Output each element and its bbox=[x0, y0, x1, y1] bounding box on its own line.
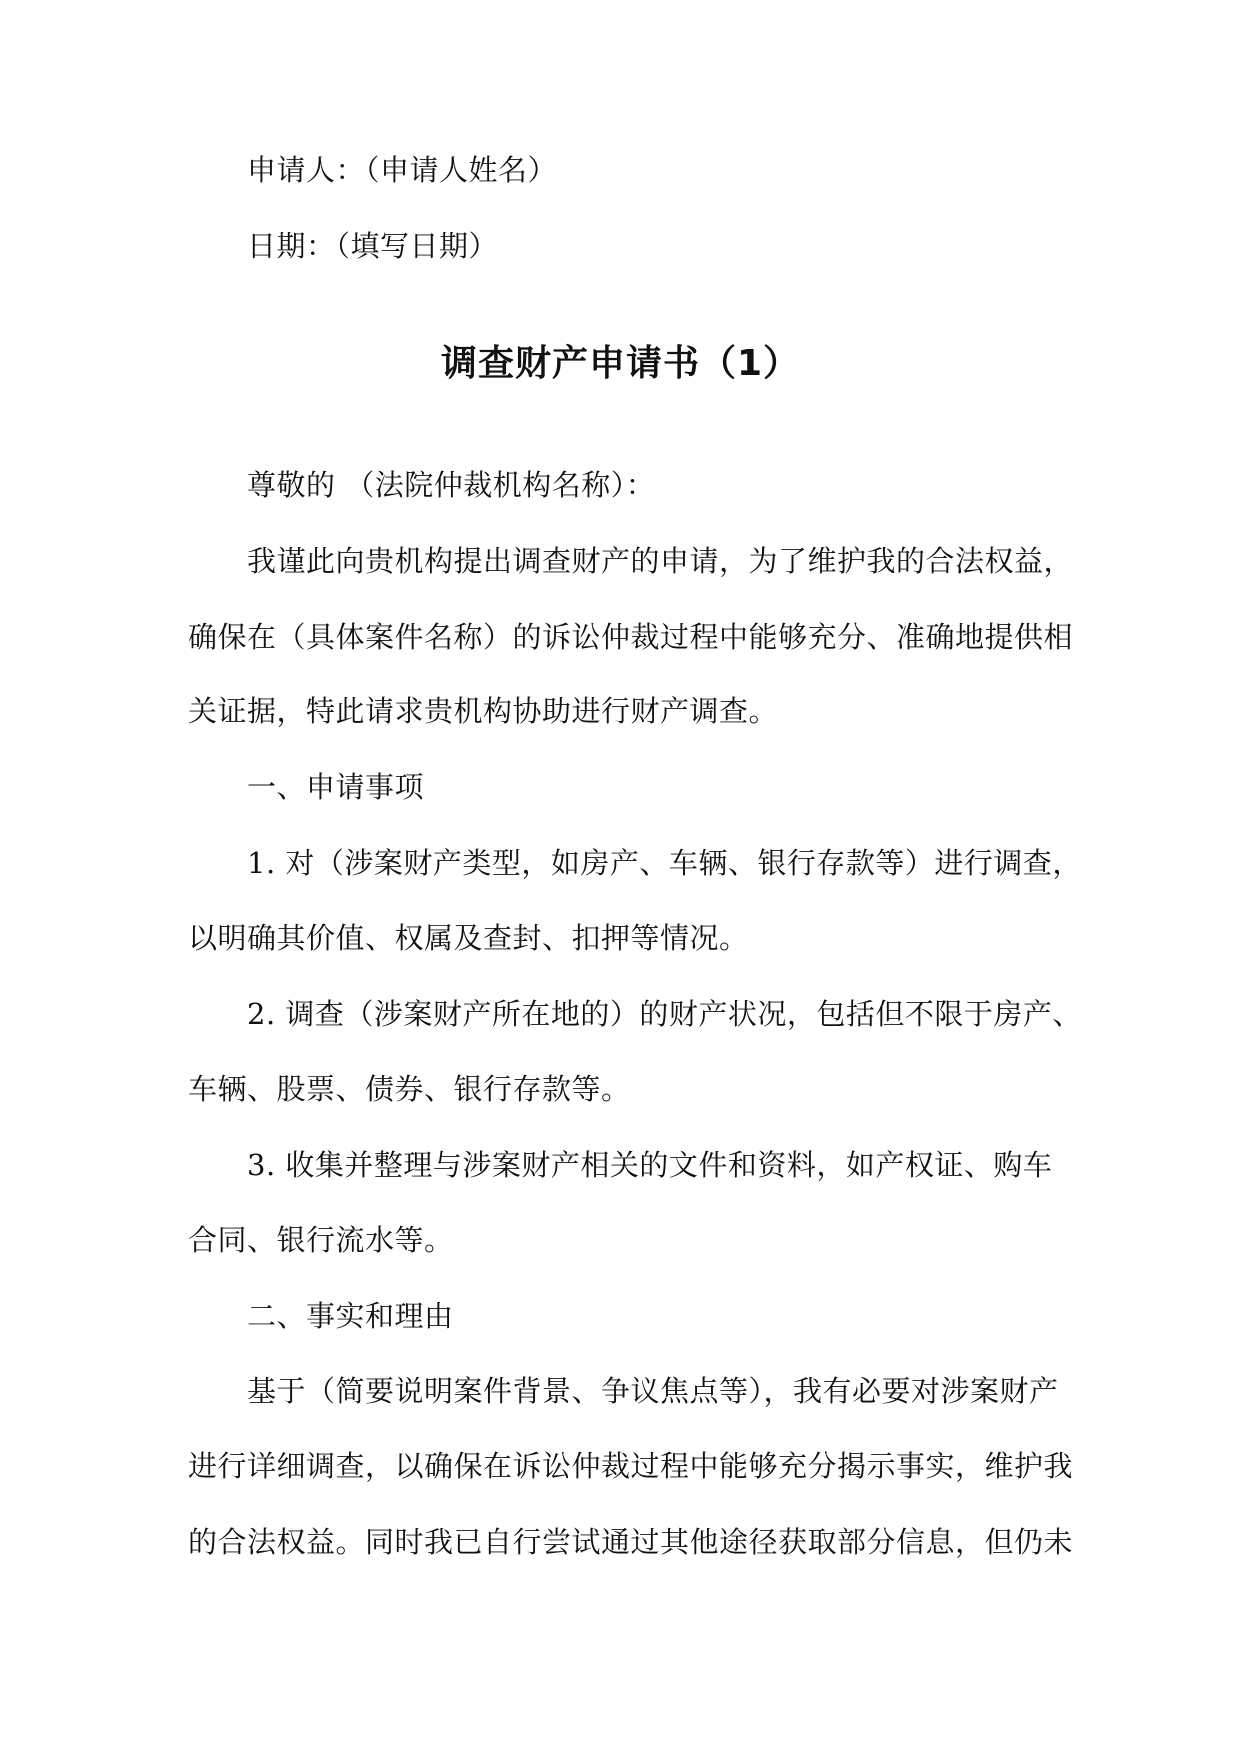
paragraph-line: 进行详细调查，以确保在诉讼仲裁过程中能够充分揭示事实，维护我 bbox=[188, 1449, 1074, 1483]
list-item-continuation: 以明确其价值、权属及查封、扣押等情况。 bbox=[188, 921, 749, 955]
document-title: 调查财产申请书（1） bbox=[440, 343, 801, 384]
list-item: 2. 调查（涉案财产所在地的）的财产状况，包括但不限于房产、 bbox=[247, 997, 1082, 1031]
date-line: 日期：（填写日期） bbox=[247, 229, 499, 263]
paragraph-line: 关证据，特此请求贵机构协助进行财产调查。 bbox=[188, 694, 779, 728]
applicant-line: 申请人：（申请人姓名） bbox=[247, 153, 558, 187]
paragraph-line: 确保在（具体案件名称）的诉讼仲裁过程中能够充分、准确地提供相 bbox=[188, 620, 1074, 654]
paragraph-line: 基于（简要说明案件背景、争议焦点等），我有必要对涉案财产 bbox=[247, 1374, 1059, 1408]
section-heading: 二、事实和理由 bbox=[247, 1299, 454, 1333]
list-item: 1. 对（涉案财产类型，如房产、车辆、银行存款等）进行调查， bbox=[247, 846, 1082, 880]
section-heading: 一、申请事项 bbox=[247, 770, 425, 804]
salutation: 尊敬的 （法院仲裁机构名称）： bbox=[247, 468, 656, 502]
list-item: 3. 收集并整理与涉案财产相关的文件和资料，如产权证、购车 bbox=[247, 1148, 1053, 1182]
paragraph-line: 的合法权益。同时我已自行尝试通过其他途径获取部分信息，但仍未 bbox=[188, 1525, 1074, 1559]
paragraph-line: 我谨此向贵机构提出调查财产的申请，为了维护我的合法权益， bbox=[247, 544, 1074, 578]
list-item-continuation: 车辆、股票、债券、银行存款等。 bbox=[188, 1072, 631, 1106]
list-item-continuation: 合同、银行流水等。 bbox=[188, 1223, 454, 1257]
